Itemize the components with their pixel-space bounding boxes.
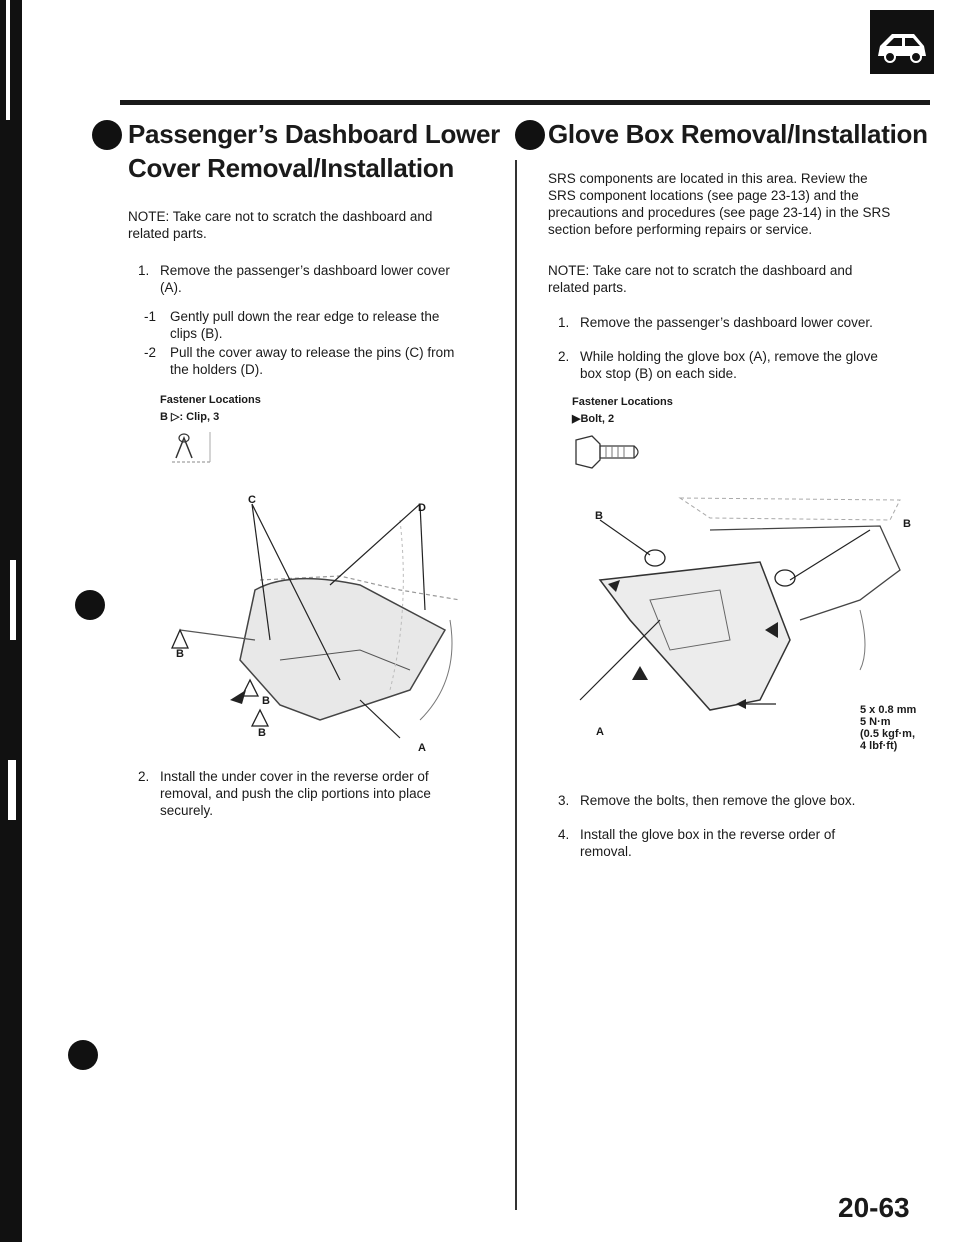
left-step2-line: removal, and push the clip portions into place bbox=[160, 786, 431, 801]
torque-kgfm: (0.5 kgf·m, bbox=[860, 728, 916, 740]
right-step4-number: 4. bbox=[558, 827, 570, 842]
torque-lbfft: 4 lbf·ft) bbox=[860, 740, 898, 752]
left-note-line: NOTE: Take care not to scratch the dashboard and bbox=[128, 209, 433, 224]
callout-label-b: B bbox=[258, 727, 266, 739]
clip-icon bbox=[166, 428, 216, 468]
right-step1-number: 1. bbox=[558, 315, 570, 330]
torque-bolt-size: 5 x 0.8 mm bbox=[860, 704, 917, 716]
margin-marker bbox=[75, 590, 105, 620]
left-substep2-text bbox=[170, 344, 454, 378]
left-substep1-text bbox=[170, 308, 439, 342]
spine-notch bbox=[8, 760, 16, 820]
spine-notch bbox=[6, 0, 10, 120]
right-step1-text bbox=[580, 314, 873, 331]
right-step3-line: Remove the bolts, then remove the glove box. bbox=[580, 793, 856, 808]
left-step2-line: Install the under cover in the reverse order of bbox=[160, 769, 429, 784]
callout-label-a: A bbox=[596, 726, 604, 738]
right-step2-number: 2. bbox=[558, 349, 570, 364]
right-step2-line: box stop (B) on each side. bbox=[580, 366, 737, 381]
right-step4-line: removal. bbox=[580, 844, 632, 859]
glove-box-diagram bbox=[560, 480, 920, 740]
left-substep1-number: -1 bbox=[144, 309, 157, 324]
torque-spec bbox=[860, 704, 916, 752]
left-substep2-number: -2 bbox=[144, 345, 157, 360]
left-substep1-line: clips (B). bbox=[170, 326, 223, 341]
right-step3-number: 3. bbox=[558, 793, 570, 808]
page-number: 20-63 bbox=[838, 1192, 910, 1223]
left-section-title-line2: Cover Removal/Installation bbox=[128, 153, 454, 183]
left-note bbox=[128, 208, 432, 242]
right-step1-line: Remove the passenger’s dashboard lower cover. bbox=[580, 315, 873, 330]
left-step2-number: 2. bbox=[138, 769, 150, 784]
left-step1-line: (A). bbox=[160, 280, 182, 295]
callout-label-b: B bbox=[903, 518, 911, 530]
left-section-title-line1: Passenger’s Dashboard Lower bbox=[128, 119, 500, 149]
left-step2-line: securely. bbox=[160, 803, 214, 818]
section-bullet bbox=[515, 120, 545, 150]
left-note-line: related parts. bbox=[128, 226, 207, 241]
left-substep2-line: Pull the cover away to release the pins (C) from bbox=[170, 345, 455, 360]
callout-label-b: B bbox=[595, 510, 603, 522]
right-intro-line: SRS components are located in this area. Review the bbox=[548, 171, 868, 186]
left-step1-number: 1. bbox=[138, 263, 150, 278]
callout-label-b: B bbox=[262, 695, 270, 707]
right-intro-line: SRS component locations (see page 23-13) and the bbox=[548, 188, 859, 203]
left-fastener-item: B ▷: Clip, 3 bbox=[160, 411, 220, 423]
left-step1-line: Remove the passenger’s dashboard lower cover bbox=[160, 263, 450, 278]
right-note bbox=[548, 262, 852, 296]
right-section-title: Glove Box Removal/Installation bbox=[548, 119, 928, 149]
right-srs-intro bbox=[548, 170, 890, 238]
left-step1-text bbox=[160, 262, 450, 296]
right-intro-line: precautions and procedures (see page 23-14) in the SRS bbox=[548, 205, 891, 220]
car-silhouette-icon bbox=[870, 10, 934, 74]
bolt-icon bbox=[570, 432, 650, 472]
right-fastener-heading: Fastener Locations bbox=[572, 396, 673, 408]
right-step2-text bbox=[580, 348, 878, 382]
margin-marker bbox=[68, 1040, 98, 1070]
callout-label-d: D bbox=[418, 502, 426, 514]
right-note-line: NOTE: Take care not to scratch the dashboard and bbox=[548, 263, 853, 278]
callout-label-c: C bbox=[248, 494, 256, 506]
right-step4-line: Install the glove box in the reverse order of bbox=[580, 827, 836, 842]
section-bullet bbox=[92, 120, 122, 150]
left-fastener-heading: Fastener Locations bbox=[160, 394, 261, 406]
left-substep1-line: Gently pull down the rear edge to release the bbox=[170, 309, 440, 324]
header-rule bbox=[120, 100, 930, 105]
lower-cover-diagram bbox=[160, 490, 490, 750]
right-note-line: related parts. bbox=[548, 280, 627, 295]
right-step2-line: While holding the glove box (A), remove the glove bbox=[580, 349, 878, 364]
spine-notch bbox=[10, 560, 16, 640]
callout-label-b: B bbox=[176, 648, 184, 660]
right-step3-text bbox=[580, 792, 855, 809]
torque-nm: 5 N·m bbox=[860, 716, 891, 728]
right-step4-text bbox=[580, 826, 835, 860]
left-substep2-line: the holders (D). bbox=[170, 362, 264, 377]
callout-label-a: A bbox=[418, 742, 426, 754]
column-divider bbox=[515, 160, 517, 1210]
right-intro-line: section before performing repairs or service. bbox=[548, 222, 813, 237]
left-step2-text bbox=[160, 768, 431, 819]
right-fastener-item: ▶Bolt, 2 bbox=[572, 413, 615, 425]
